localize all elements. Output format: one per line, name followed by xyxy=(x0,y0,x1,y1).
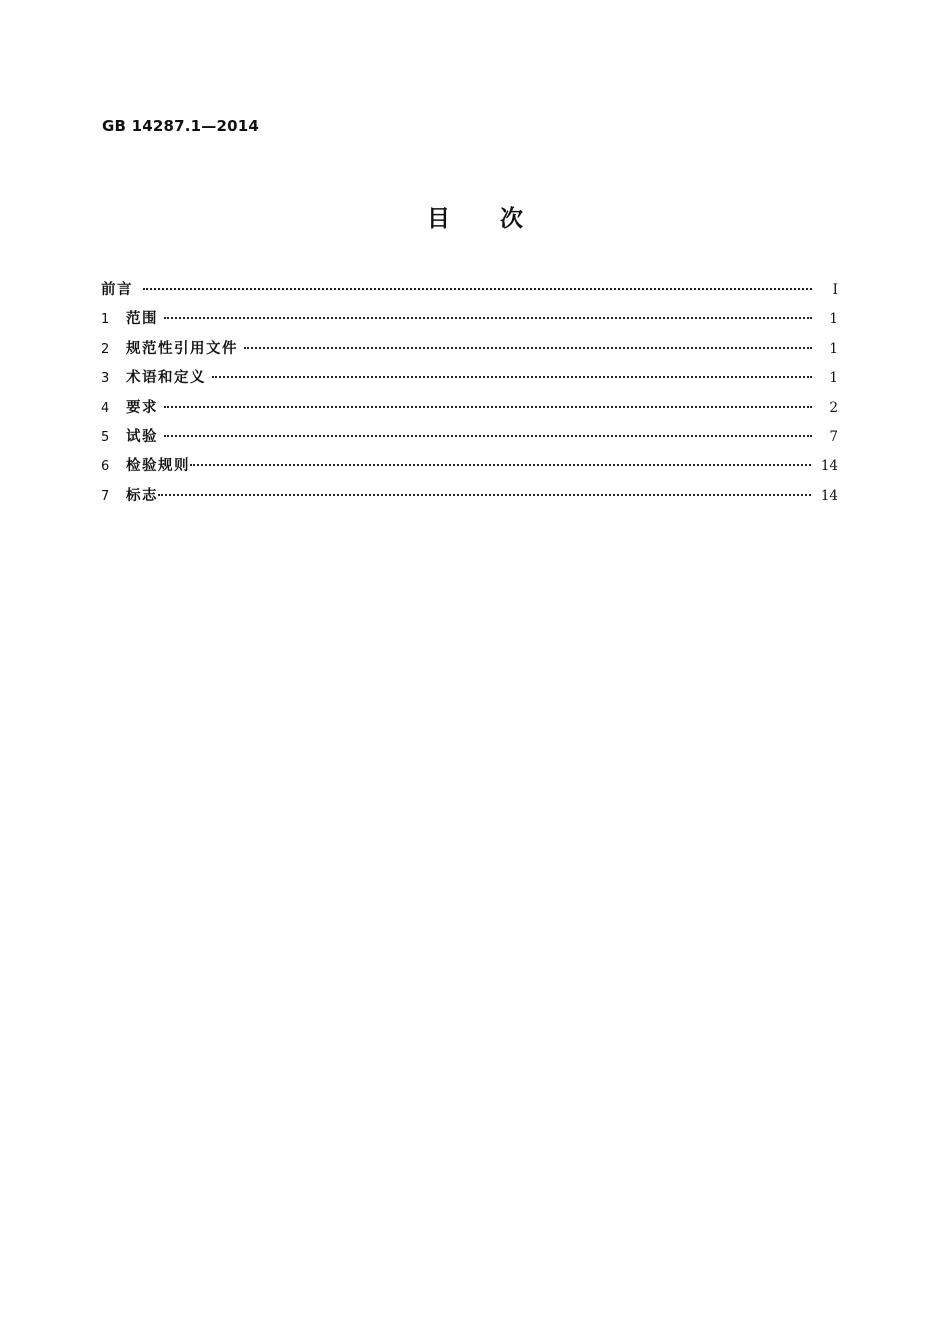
toc-entry-requirements[interactable] xyxy=(101,396,838,425)
toc-entry-number: 5 xyxy=(101,429,110,445)
toc-entry-page: 1 xyxy=(829,311,838,328)
toc-entry-label: 范围 xyxy=(126,311,158,328)
toc-entry-marking[interactable] xyxy=(101,484,838,513)
toc-entry-scope[interactable] xyxy=(101,307,838,336)
toc-entry-page: 14 xyxy=(820,458,838,475)
toc-entry-number: 1 xyxy=(101,312,110,328)
toc-entry-label: 试验 xyxy=(126,428,158,445)
standard-number: GB 14287.1—2014 xyxy=(102,117,260,135)
dot-leader xyxy=(164,317,812,319)
toc-entry-label: 标志 xyxy=(126,487,158,504)
table-of-contents xyxy=(101,278,838,513)
toc-entry-number: 6 xyxy=(101,459,110,475)
dot-leader xyxy=(190,464,811,466)
dot-leader xyxy=(212,376,812,378)
toc-entry-number: 4 xyxy=(101,400,110,416)
toc-entry-label: 术语和定义 xyxy=(126,370,206,387)
toc-entry-page: 1 xyxy=(829,340,838,357)
toc-title-char-1: 目 xyxy=(427,206,450,232)
toc-entry-page: 14 xyxy=(820,487,838,504)
toc-title-char-2: 次 xyxy=(500,206,523,232)
dot-leader xyxy=(164,435,812,437)
dot-leader xyxy=(158,494,811,496)
dot-leader xyxy=(143,288,812,290)
toc-entry-page: 1 xyxy=(829,370,838,387)
toc-entry-label: 检验规则 xyxy=(126,458,190,475)
toc-title xyxy=(0,200,950,233)
toc-entry-page: Ⅰ xyxy=(832,282,838,298)
toc-entry-page: 7 xyxy=(829,428,838,445)
toc-entry-foreword[interactable] xyxy=(101,278,838,307)
toc-entry-page: 2 xyxy=(829,399,838,416)
toc-entry-tests[interactable] xyxy=(101,425,838,454)
toc-entry-inspection-rules[interactable] xyxy=(101,454,838,483)
toc-entry-label: 要求 xyxy=(126,399,158,416)
toc-entry-label: 前言 xyxy=(101,282,133,298)
toc-entry-number: 7 xyxy=(101,488,110,504)
toc-entry-number: 3 xyxy=(101,371,110,387)
dot-leader xyxy=(164,406,812,408)
toc-entry-number: 2 xyxy=(101,341,110,357)
toc-entry-label: 规范性引用文件 xyxy=(126,340,238,357)
toc-entry-terms-definitions[interactable] xyxy=(101,366,838,395)
toc-entry-normative-references[interactable] xyxy=(101,337,838,366)
dot-leader xyxy=(244,347,812,349)
